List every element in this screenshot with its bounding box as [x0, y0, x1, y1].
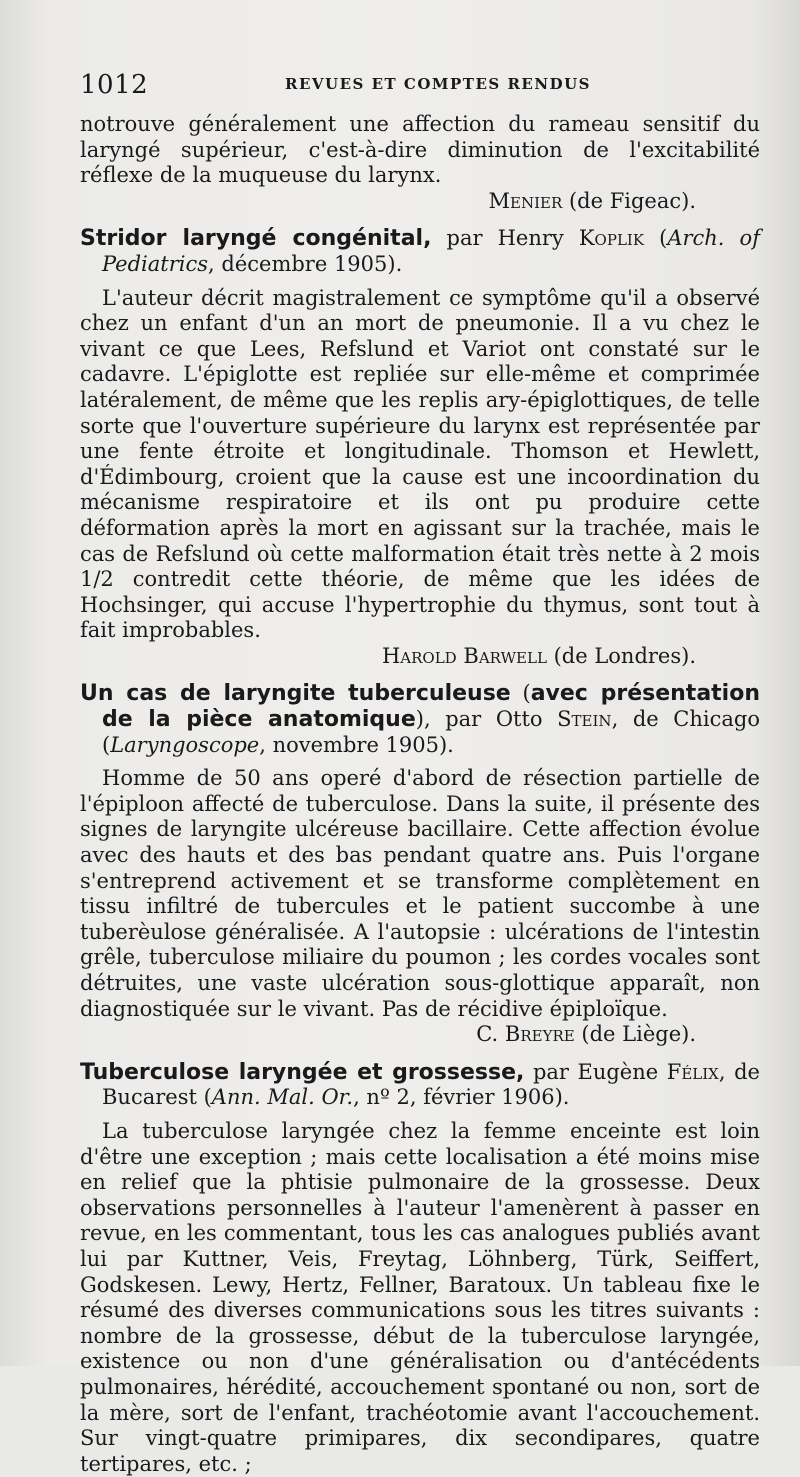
- article-title-lead: Un cas de laryngite tuberculeuse: [80, 681, 511, 707]
- intro-signature: [80, 189, 760, 215]
- article-title-by: par Henry: [446, 226, 564, 251]
- article-stridor: [80, 226, 760, 669]
- article-source-journal: Arch. of Pediatrics: [102, 226, 760, 276]
- article-source-journal: Laryngoscope: [110, 732, 260, 757]
- article-title-by: par Eugène: [532, 1059, 659, 1084]
- signature-name: Harold Barwell: [381, 643, 547, 668]
- article-tuberculose-grossesse: [80, 1060, 760, 1477]
- article-title: [80, 681, 760, 758]
- signature-name: C. Breyre: [476, 1022, 575, 1047]
- article-title: [80, 1060, 760, 1111]
- article-signature: [80, 644, 760, 670]
- article-title-by: par Otto: [445, 707, 543, 732]
- article-source-journal: Ann. Mal. Or.: [211, 1085, 354, 1110]
- page-number: 1012: [80, 70, 149, 100]
- article-body: La tuberculose laryngée chez la femme enceinte est loin d'être une exception ; mais cette localisation a été moins mise en relief que la phtisie pulmonaire de la grossesse. Deux observations personnelles à l'auteur l'amenèrent à passer en revue, en les commentant, tous les cas analogues publiés avant lui par Kuttner, Veis, Freytag, Löhnberg, Türk, Seiffert, Godskesen. Lewy, Hertz, Fellner, Baratoux. Un tableau fixe le résumé des diverses communications sous les titres suivants : nombre de la grossesse, début de la tuberculose laryngée, existence ou non d'une généralisation ou d'antécédents pulmonaires, hérédité, accouchement spontané ou non, sort de la mère, sort de l'enfant, trachéotomie avant l'accouchement. Sur vingt-quatre primipares, dix secondipares, quatre tertipares, etc. ;: [80, 1118, 760, 1476]
- article-source-date: , nº 2, février 1906).: [353, 1085, 570, 1110]
- article-author: Stein: [557, 707, 612, 732]
- article-title-lead: Stridor laryngé congénital,: [80, 226, 432, 252]
- intro-paragraph: notrouve généralement une affection du rameau sensitif du laryngé supérieur, c'est-à-dire diminution de l'excitabilité réflexe de la muqueuse du larynx.: [80, 112, 760, 188]
- article-title-lead2: avec présentation de la pièce anatomique: [102, 681, 760, 733]
- signature-name: Menier: [488, 188, 563, 213]
- article-laryngite-tuberculeuse: [80, 681, 760, 1047]
- signature-place: (de Liège).: [581, 1022, 696, 1047]
- article-title-after-author: , de Chicago (: [102, 707, 760, 757]
- article-source-date: , décembre 1905).: [208, 251, 403, 276]
- article-source-open: (: [659, 226, 668, 251]
- article-title: [80, 226, 760, 277]
- article-author: Félix,: [666, 1059, 726, 1084]
- signature-place: (de Londres).: [553, 643, 696, 668]
- page-content: [80, 112, 760, 1477]
- running-head: REVUES ET COMPTES RENDUS: [285, 75, 591, 93]
- article-title-paren-open: (: [522, 681, 531, 706]
- signature-place: (de Figeac).: [568, 188, 696, 213]
- article-body: L'auteur décrit magistralement ce symptôme qu'il a observé chez un enfant d'un an mort de pneumonie. Il a vu chez le vivant ce que Lees, Refslund et Variot ont constaté sur le cadavre. L'épiglotte est repliée sur elle-même et comprimée latéralement, de même que les replis ary-épiglottiques, de telle sorte que l'ouverture supérieure du larynx est représentée par une fente étroite et longitudinale. Thomson et Hewlett, d'Édimbourg, croient que la cause est une incoordination du mécanisme respiratoire et ils ont pu produire cette déformation après la mort en agissant sur la trachée, mais le cas de Refslund où cette malformation était très nette à 2 mois 1/2 contredit cette théorie, de même que les idées de Hochsinger, qui accuse l'hypertrophie du thymus, sont tout à fait improbables.: [80, 285, 760, 643]
- article-body: Homme de 50 ans operé d'abord de résection partielle de l'épiploon affecté de tuberculose. Dans la suite, il présente des signes de laryngite ulcéreuse bacillaire. Cette affection évolue avec des hauts et des bas pendant quatre ans. Puis l'organe s'entreprend activement et se transforme complètement en tissu infiltré de tubercules et le patient succombe à une tuberèulose généralisée. A l'autopsie : ulcérations de l'intestin grêle, tuberculose miliaire du poumon ; les cordes vocales sont détruites, une vaste ulcération sous-glottique apparaît, non diagnostiquée sur le vivant. Pas de récidive épiploïque.: [80, 766, 760, 1021]
- article-title-after-author: de Bucarest (: [102, 1059, 760, 1110]
- article-signature: [80, 1022, 760, 1048]
- article-author: Koplik: [578, 226, 645, 251]
- article-source-date: , novembre 1905).: [259, 732, 454, 757]
- page-header: [80, 66, 760, 102]
- article-title-lead: Tuberculose laryngée et grossesse,: [80, 1059, 525, 1085]
- article-title-paren-close: ),: [415, 707, 431, 732]
